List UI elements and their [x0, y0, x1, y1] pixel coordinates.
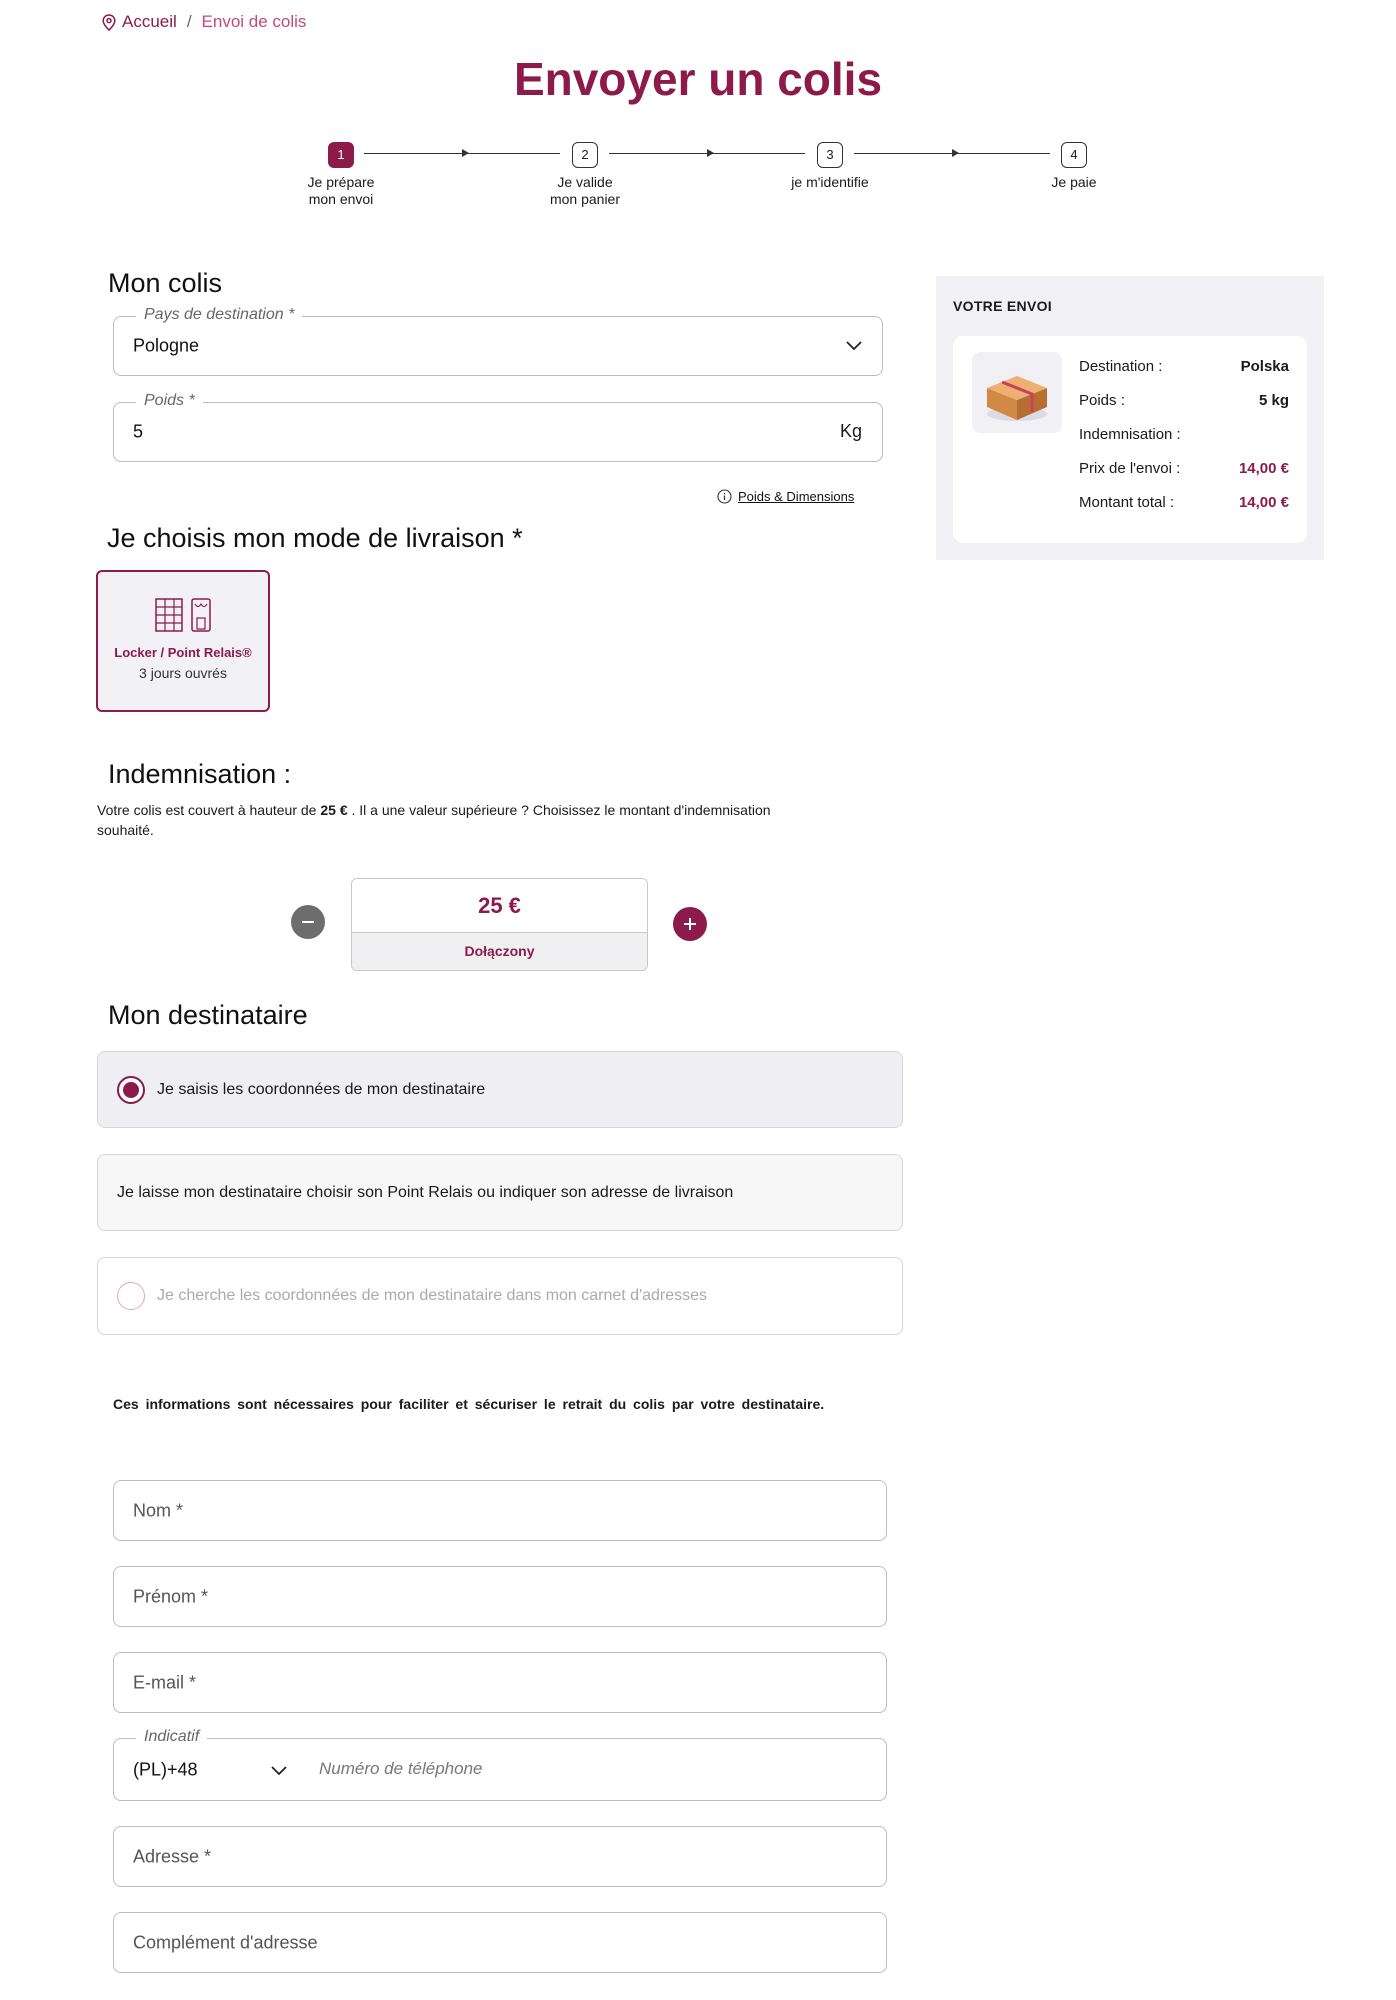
- chevron-down-icon: [846, 341, 862, 351]
- minus-icon: [301, 915, 315, 929]
- parcel-box-icon: [972, 352, 1062, 433]
- phone-number-input[interactable]: Numéro de téléphone: [319, 1759, 483, 1778]
- step-prepare: [261, 142, 421, 208]
- chevron-down-icon[interactable]: [271, 1766, 287, 1776]
- summary-value: 5 kg: [1258, 392, 1289, 409]
- step-validate: [505, 142, 665, 208]
- step-label: [505, 174, 665, 208]
- relay-shop-icon: [191, 598, 211, 632]
- breadcrumb-separator: /: [186, 12, 192, 31]
- section-title-livraison: Je choisis mon mode de livraison *: [107, 523, 523, 553]
- summary-value: 14,00 €: [1238, 494, 1289, 511]
- step-label: Je paie: [1051, 174, 1097, 190]
- summary-value: Polska: [1240, 358, 1289, 375]
- step-number: 1: [328, 142, 354, 168]
- recipient-info-text: Ces informations sont nécessaires pour faciliter et sécuriser le retrait du colis par votre destinataire.: [113, 1396, 825, 1412]
- step-number: 2: [572, 142, 598, 168]
- summary-label: Destination :: [1079, 358, 1163, 375]
- radio-dot: [123, 1082, 139, 1098]
- recipient-option-label: Je laisse mon destinataire choisir son Point Relais ou indiquer son adresse de livraison: [117, 1183, 734, 1201]
- decrease-button[interactable]: [291, 905, 325, 939]
- weight-value: 5: [133, 421, 144, 442]
- location-pin-icon: [102, 14, 116, 31]
- dimensions-link-label: Poids & Dimensions: [738, 489, 855, 504]
- indemnisation-text-before: Votre colis est couvert à hauteur de: [97, 802, 321, 818]
- recipient-option-choose-relay[interactable]: [97, 1154, 903, 1231]
- recipient-option-label: Je saisis les coordonnées de mon destinataire: [157, 1080, 486, 1098]
- step-label-line: mon panier: [549, 191, 621, 207]
- recipient-option-manual[interactable]: [97, 1051, 903, 1128]
- first-name-input[interactable]: [113, 1566, 887, 1627]
- plus-icon: [683, 917, 697, 931]
- first-name-placeholder: Prénom *: [133, 1586, 209, 1606]
- increase-button[interactable]: [673, 907, 707, 941]
- summary-row: [1079, 494, 1289, 511]
- locker-icon: [155, 598, 183, 632]
- section-title-destinataire: Mon destinataire: [108, 1000, 308, 1030]
- summary-title: VOTRE ENVOI: [953, 298, 1052, 314]
- step-label-line: Je prépare: [307, 174, 375, 190]
- delivery-option-locker[interactable]: [96, 570, 270, 712]
- delivery-option-name: Locker / Point Relais®: [114, 645, 252, 660]
- step-label: [261, 174, 421, 208]
- step-pay: [994, 142, 1154, 191]
- step-label-line: mon envoi: [308, 191, 374, 207]
- address-placeholder: Adresse *: [133, 1846, 212, 1866]
- section-title-indemnisation: Indemnisation :: [108, 759, 292, 789]
- dimensions-link[interactable]: [717, 489, 854, 504]
- breadcrumb: [102, 12, 306, 32]
- dial-code-legend: Indicatif: [136, 1728, 207, 1746]
- order-summary-panel: [936, 276, 1324, 560]
- step-number: 4: [1061, 142, 1087, 168]
- indemnisation-status: Dołączony: [352, 933, 647, 971]
- address-input[interactable]: [113, 1826, 887, 1887]
- weight-unit: Kg: [839, 421, 862, 441]
- radio-unselected[interactable]: [117, 1282, 145, 1310]
- step-label: je m'identifie: [791, 174, 869, 190]
- delivery-option-icons: [98, 598, 268, 632]
- summary-row: [1079, 358, 1289, 375]
- indemnisation-value: 25 €: [352, 879, 647, 933]
- step-number: 3: [817, 142, 843, 168]
- summary-row: [1079, 392, 1289, 409]
- info-icon: [717, 489, 732, 504]
- summary-label: Poids :: [1079, 392, 1125, 409]
- indemnisation-stepper: [351, 878, 648, 971]
- weight-input[interactable]: [113, 392, 883, 462]
- destination-legend: Pays de destination *: [136, 306, 302, 324]
- summary-value: 14,00 €: [1238, 460, 1289, 477]
- email-placeholder: E-mail *: [133, 1672, 197, 1692]
- delivery-option-delay: 3 jours ouvrés: [139, 665, 227, 681]
- indemnisation-text-after: . Il a une valeur supérieure ? Choisissez le montant d'indemnisation souhaité.: [97, 802, 771, 838]
- dial-code-select[interactable]: (PL)+48: [133, 1759, 198, 1779]
- breadcrumb-home[interactable]: [102, 12, 177, 32]
- recipient-option-label: Je cherche les coordonnées de mon destinataire dans mon carnet d'adresses: [157, 1287, 708, 1304]
- phone-field: [113, 1728, 887, 1801]
- destination-select[interactable]: [113, 306, 883, 376]
- breadcrumb-home-label: Accueil: [122, 12, 177, 31]
- summary-label: Indemnisation :: [1079, 426, 1181, 443]
- email-input[interactable]: [113, 1652, 887, 1713]
- indemnisation-amount: 25 €: [320, 802, 348, 818]
- weight-legend: Poids *: [136, 392, 203, 410]
- summary-label: Prix de l'envoi :: [1079, 460, 1181, 477]
- destination-value: Pologne: [133, 335, 200, 356]
- address-complement-input[interactable]: [113, 1912, 887, 1973]
- page-title: Envoyer un colis: [513, 53, 883, 105]
- step-label-line: Je valide: [557, 174, 613, 190]
- section-title-colis: Mon colis: [108, 268, 223, 298]
- summary-row: [1079, 460, 1289, 477]
- breadcrumb-current[interactable]: Envoi de colis: [201, 12, 307, 31]
- last-name-placeholder: Nom *: [133, 1500, 184, 1520]
- summary-card: [953, 336, 1307, 543]
- summary-label: Montant total :: [1079, 494, 1175, 511]
- recipient-option-address-book[interactable]: [97, 1257, 903, 1335]
- parcel-illustration: [972, 352, 1062, 433]
- step-identify: [750, 142, 910, 191]
- summary-row: [1079, 426, 1289, 443]
- indemnisation-description: [97, 800, 817, 840]
- last-name-input[interactable]: [113, 1480, 887, 1541]
- radio-selected[interactable]: [117, 1076, 145, 1104]
- address-complement-placeholder: Complément d'adresse: [133, 1932, 318, 1952]
